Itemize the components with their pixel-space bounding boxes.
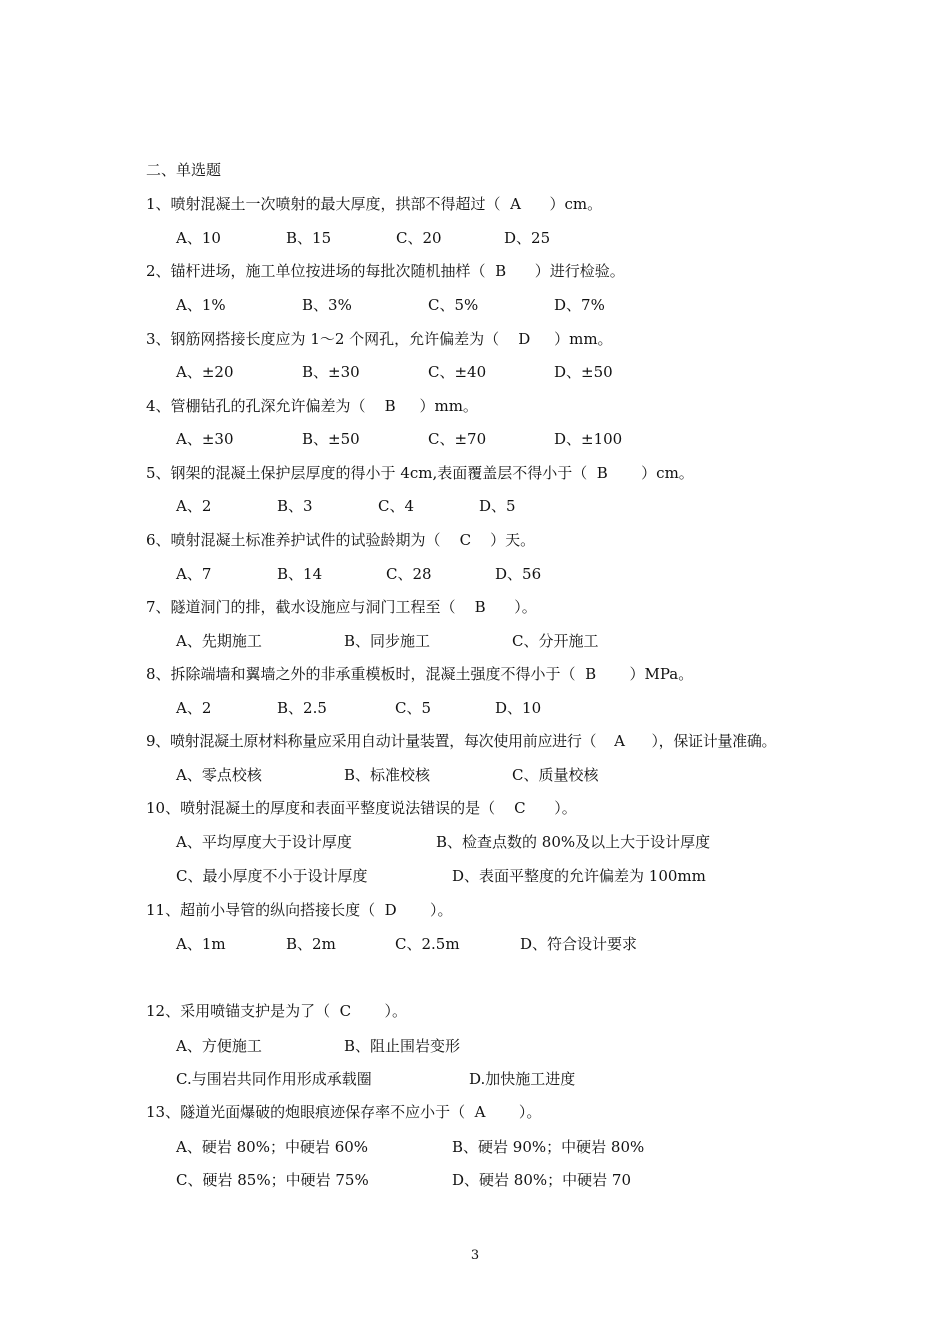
q1-option-a: A、10 [176,229,221,247]
question-8: 8、拆除端墙和翼墙之外的非承重模板时，混凝土强度不得小于（ B ）MPa。 [146,665,694,683]
question-1: 1、喷射混凝土一次喷射的最大厚度，拱部不得超过（ A ）cm。 [146,195,603,213]
section-title: 二、单选题 [146,161,222,179]
question-12: 12、采用喷锚支护是为了（ C ）。 [146,1002,407,1020]
q8-option-c: C、5 [395,699,432,717]
q6-option-d: D、56 [495,565,542,583]
q10-option-b: B、检查点数的 80%及以上大于设计厚度 [436,833,711,851]
q5-option-c: C、4 [378,497,415,515]
q11-option-b: B、2m [286,935,336,953]
q11-option-d: D、符合设计要求 [520,935,638,953]
q1-option-c: C、20 [396,229,442,247]
q3-option-a: A、±20 [176,363,234,381]
q3-option-d: D、±50 [554,363,613,381]
q10-option-d: D、表面平整度的允许偏差为 100mm [452,867,706,885]
question-3: 3、钢筋网搭接长度应为 1～2 个网孔，允许偏差为（ D ）mm。 [146,330,613,348]
q9-option-c: C、质量校核 [512,766,599,784]
q13-option-d: D、硬岩 80%；中硬岩 70 [452,1171,631,1189]
q6-option-a: A、7 [176,565,212,583]
q9-option-a: A、零点校核 [176,766,262,784]
page-number: 3 [470,1248,480,1263]
q6-option-c: C、28 [386,565,432,583]
question-4: 4、管棚钻孔的孔深允许偏差为（ B ）mm。 [146,397,478,415]
question-10: 10、喷射混凝土的厚度和表面平整度说法错误的是（ C ）。 [146,799,577,817]
q4-option-c: C、±70 [428,430,487,448]
q7-option-b: B、同步施工 [344,632,431,650]
q8-option-d: D、10 [495,699,542,717]
q2-option-b: B、3% [302,296,352,314]
q1-option-d: D、25 [504,229,551,247]
q3-option-b: B、±30 [302,363,360,381]
q1-option-b: B、15 [286,229,332,247]
q13-option-c: C、硬岩 85%；中硬岩 75% [176,1171,369,1189]
q10-option-a: A、平均厚度大于设计厚度 [176,833,352,851]
q10-option-c: C、最小厚度不小于设计厚度 [176,867,368,885]
q12-option-a: A、方便施工 [176,1037,262,1055]
q5-option-a: A、2 [176,497,212,515]
q2-option-d: D、7% [554,296,605,314]
q2-option-a: A、1% [176,296,226,314]
question-5: 5、钢架的混凝土保护层厚度的得小于 4cm,表面覆盖层不得小于（ B ）cm。 [146,464,694,482]
question-13: 13、隧道光面爆破的炮眼痕迹保存率不应小于（ A ）。 [146,1103,542,1121]
question-9: 9、喷射混凝土原材料称量应采用自动计量装置，每次使用前应进行（ A ），保证计量准确。 [146,732,777,750]
question-6: 6、喷射混凝土标准养护试件的试验龄期为（ C ）天。 [146,531,536,549]
q4-option-d: D、±100 [554,430,623,448]
q7-option-c: C、分开施工 [512,632,599,650]
q4-option-b: B、±50 [302,430,360,448]
q13-option-a: A、硬岩 80%；中硬岩 60% [176,1138,369,1156]
q5-option-d: D、5 [479,497,516,515]
question-7: 7、隧道洞门的排，截水设施应与洞门工程至（ B ）。 [146,598,537,616]
q9-option-b: B、标准校核 [344,766,431,784]
question-2: 2、锚杆进场，施工单位按进场的每批次随机抽样（ B ）进行检验。 [146,262,625,280]
question-11: 11、超前小导管的纵向搭接长度（ D ）。 [146,901,453,919]
q12-option-d: D.加快施工进度 [469,1070,576,1088]
q4-option-a: A、±30 [176,430,234,448]
q11-option-a: A、1m [176,935,226,953]
q2-option-c: C、5% [428,296,479,314]
q8-option-a: A、2 [176,699,212,717]
q3-option-c: C、±40 [428,363,487,381]
q13-option-b: B、硬岩 90%；中硬岩 80% [452,1138,645,1156]
q7-option-a: A、先期施工 [176,632,262,650]
q11-option-c: C、2.5m [395,935,460,953]
q8-option-b: B、2.5 [277,699,327,717]
q5-option-b: B、3 [277,497,313,515]
q6-option-b: B、14 [277,565,323,583]
q12-option-b: B、阻止围岩变形 [344,1037,461,1055]
q12-option-c: C.与围岩共同作用形成承载圈 [176,1070,372,1088]
